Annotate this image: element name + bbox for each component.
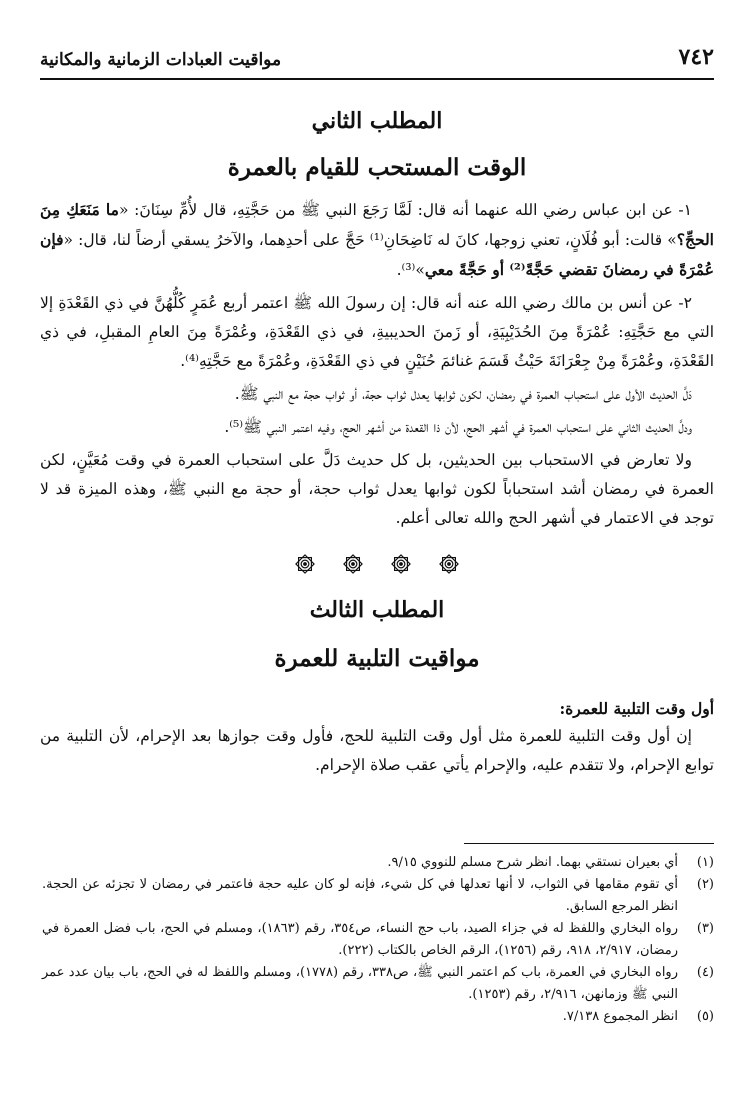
hadith-1-part-2: » قالت: أبو فُلَانٍ، تعني زوجها، كانَ له نَاضِحَانِ⁽¹⁾ حَجَّ على أحدِهما، والآخرُ يسقي أرضاً لنا، قال: « [63,231,677,249]
footnote-rule [464,843,714,844]
flower-ornament-icon [294,553,316,575]
footnote-number: (٣) [696,921,714,936]
section-3-paragraph: إن أول وقت التلبية للعمرة مثل أول وقت التلبية للحج، فأول وقت جوازها بعد الإحرام، لأن التلبية من توابع الإحرام، ولا تتقدم عليه، والإحرام يأتي عقب صلاة الإحرام. [40,727,714,774]
footnote-number: (٢) [696,877,714,892]
comment-2: ودلَّ الحديث الثاني على استحباب العمرة في أشهر الحج، لأن ذا القعدة من أشهر الحج، وفيه اعتمر النبي ﷺ⁽⁵⁾. [224,418,692,436]
footnote-text: رواه البخاري في العمرة، باب كم اعتمر النبي ﷺ، ص٣٣٨، رقم (١٧٧٨)، ومسلم واللفظ له في الحج، باب بيان عدد عمر النبي ﷺ وزمانهن، ٢/٩١٦، رقم (١٢٥٣). [42,965,678,1002]
flower-ornament-icon [342,553,364,575]
hadith-1-quote-1: ما مَنَعَكِ مِنَ الحجِّ؟ [40,200,714,249]
footnote [42,852,714,874]
page-header [40,40,714,70]
footnote-number: (١) [696,855,714,870]
footnote [42,962,714,1006]
section-2-title: المطلب الثاني [311,108,443,134]
footnote-number: (٥) [696,1009,714,1024]
running-title: مواقيت العبادات الزمانية والمكانية [40,50,282,70]
comment-1: دَلَّ الحديث الأول على استحباب العمرة في رمضان، لكون ثوابها يعدل ثواب حجة، أو ثواب حجة مع النبي ﷺ. [234,385,692,403]
hadith-1-part-3: »⁽³⁾. [396,261,425,279]
footnote [42,1006,714,1028]
footnote-text: أي بعيران نستقي بهما. انظر شرح مسلم للنووي ٩/١٥. [387,855,678,870]
footnote-number: (٤) [696,965,714,980]
comment-3: ولا تعارض في الاستحباب بين الحديثين، بل كل حديث دَلَّ على استحباب العمرة في وقت مُعَيَّنٍ، لكن العمرة في رمضان أشد استحباباً لكون ثوابها يعدل ثواب حجة، أو حجة مع النبي ﷺ، وهذه الميزة قد لا توجد في الاعتمار في أشهر الحج والله تعالى أعلم. [40,451,714,527]
footnote [42,918,714,962]
footnotes [42,843,714,1028]
hadith-1-part-1: ١- عن ابن عباس رضي الله عنهما أنه قال: لَمَّا رَجَعَ النبي ﷺ من حَجَّتِهِ، قال لأُمِّ سِنَانَ: « [118,201,692,219]
hadith-1-quote-2: فإن عُمْرَةً في رمضانَ تقضي حَجَّةً⁽²⁾ أو حَجَّةً معي [40,230,714,279]
subheading: أول وقت التلبية للعمرة: [559,699,714,718]
flower-ornament-icon [438,553,460,575]
footnote-text: انظر المجموع ٧/١٣٨. [562,1009,678,1024]
header-rule [40,78,714,80]
section-3-title: المطلب الثالث [309,597,445,623]
hadith-2: ٢- عن أنس بن مالك رضي الله عنه أنه قال: إن رسولَ الله ﷺ اعتمر أربع عُمَرٍ كُلُّهُنَّ في ذي القَعْدَةِ إلا التي مع حَجَّتِهِ: عُمْرَةً مِنَ الحُدَيْبِيَةِ، أو زَمنَ الحديبيةِ، في ذي القَعْدَةِ، وعُمْرَةً مِنَ العامِ المقبلِ، في ذي القَعْدَةِ، وعُمْرَةً مِنْ جِعْرَانَةَ حَيْثُ قَسَمَ غنائمَ حُنَيْنٍ في ذي القَعْدَةِ، وعُمْرَةً مع حَجَّتِهِ⁽⁴⁾. [40,294,714,370]
hadith-1 [40,195,714,285]
flower-ornament-icon [390,553,412,575]
page-number: ٧٤٢ [678,44,714,70]
section-2-subtitle: الوقت المستحب للقيام بالعمرة [227,154,527,181]
section-divider [40,553,714,575]
footnote-text: أي تقوم مقامها في الثواب، لا أنها تعدلها في كل شيء، فإنه لو كان عليه حجة فاعتمر في رمضان لا تجزئه عن الحجة. انظر المرجع السابق. [42,877,678,914]
section-3-subtitle: مواقيت التلبية للعمرة [274,645,480,672]
footnote [42,874,714,918]
footnote-text: رواه البخاري واللفظ له في جزاء الصيد، باب حج النساء، ص٣٥٤، رقم (١٨٦٣)، ومسلم في الحج، باب فضل العمرة في رمضان، ٢/٩١٧، ٩١٨، رقم (١٢٥٦)، الرقم الخاص بالكتاب (٢٢٢). [42,921,678,958]
